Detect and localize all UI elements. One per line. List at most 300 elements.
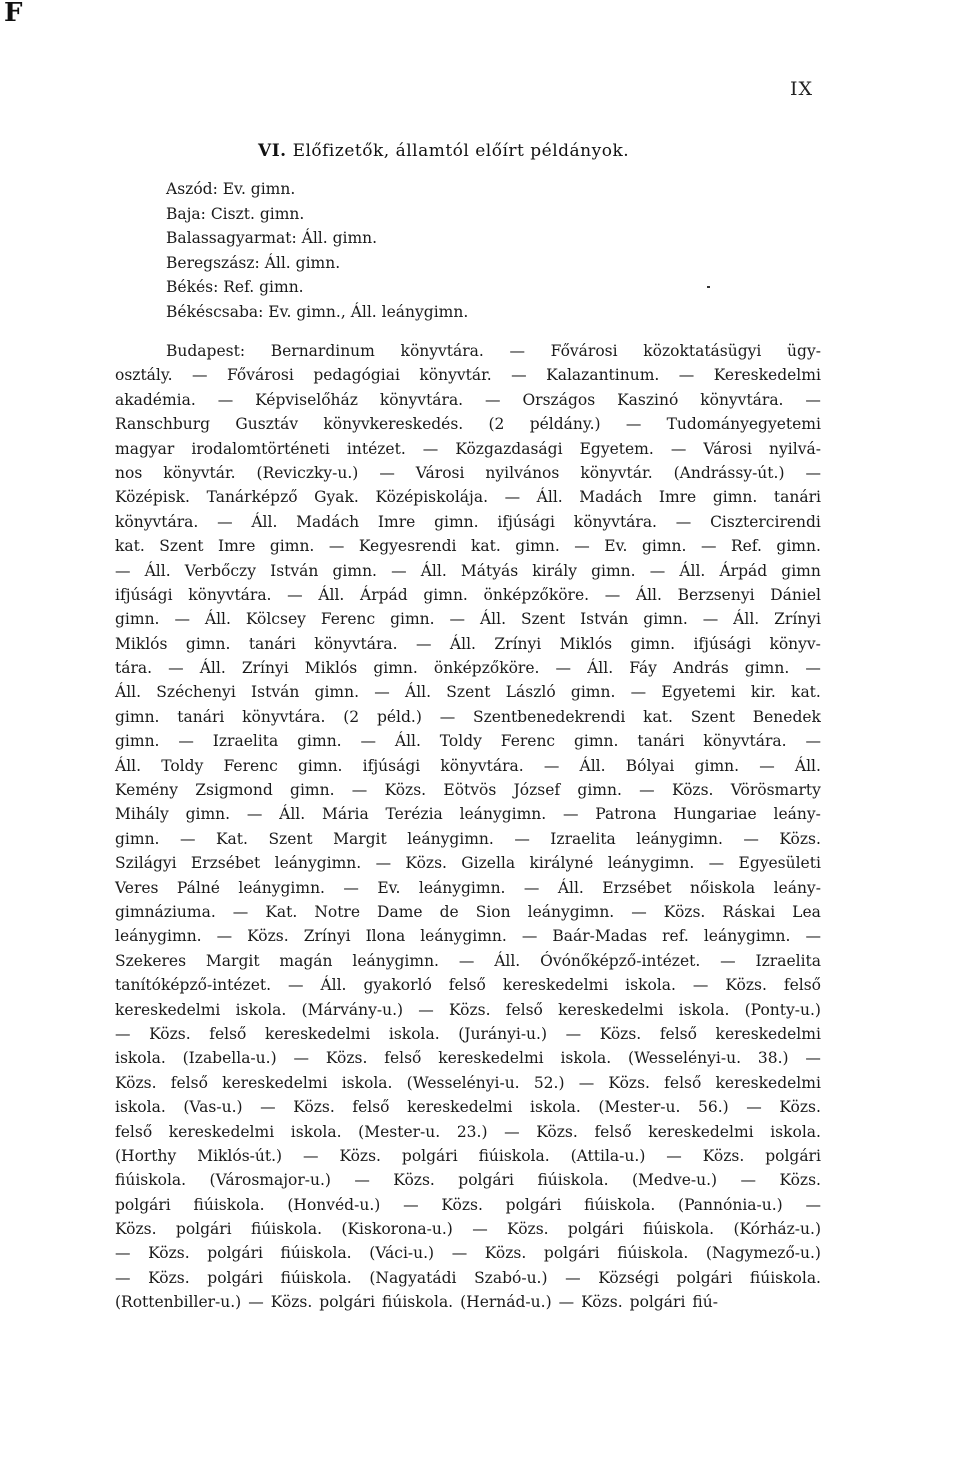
word: Egyetem. — [579, 439, 654, 458]
word: Izraelita — [755, 951, 821, 970]
word: (Pannónia-u.) — [678, 1195, 783, 1214]
word: fiúiskola. — [193, 1195, 265, 1214]
word: — — [458, 951, 475, 970]
word: — — [260, 1098, 276, 1117]
word: — — [649, 561, 666, 580]
word: könyvtár. — [163, 463, 236, 482]
word: (Wesselényi-u. — [628, 1049, 741, 1068]
word: kir. — [750, 683, 776, 702]
word: — — [191, 366, 208, 385]
word: — — [248, 1293, 264, 1312]
word: Közs. — [779, 829, 821, 848]
word: Áll. — [279, 805, 306, 824]
word: intézet. — [346, 439, 406, 458]
word: Áll. — [494, 951, 521, 970]
word: Szentbenedekrendi — [473, 707, 626, 726]
word: Árpád — [360, 585, 408, 604]
word: polgári — [567, 1220, 624, 1239]
word: Ilona — [365, 927, 406, 946]
word: felső — [664, 1073, 702, 1092]
word: — — [631, 902, 647, 921]
word: önképzőköre. — [433, 659, 540, 678]
word: könyvtár. — [419, 366, 492, 385]
word: — — [805, 1049, 821, 1068]
word: — — [418, 1000, 434, 1019]
word: könyvtára. — [700, 390, 784, 409]
word: nyilvá- — [769, 439, 821, 458]
word: pedagógiai — [313, 366, 400, 385]
word: gimn. — [573, 732, 619, 751]
word: — — [115, 1244, 131, 1263]
word: kat. — [643, 707, 673, 726]
word: Baár-Madas — [552, 927, 648, 946]
word: Miklós — [304, 659, 358, 678]
word: József — [513, 781, 561, 800]
list-item: Balassagyarmat: Áll. gimn. — [166, 229, 378, 247]
word: felső — [594, 1122, 632, 1141]
word: Áll. — [587, 659, 614, 678]
word: Áll. — [557, 878, 584, 897]
word: Miklós — [559, 634, 613, 653]
word: Közs. — [293, 1098, 335, 1117]
text-line — [115, 388, 821, 412]
word: (Városmajor-u.) — [209, 1171, 331, 1190]
word: — — [343, 878, 359, 897]
word: Gyak. — [314, 488, 359, 507]
word: Áll. — [318, 585, 345, 604]
word: — — [555, 659, 572, 678]
word: — — [115, 561, 131, 580]
word: — — [354, 1171, 370, 1190]
word: polgári — [319, 1293, 376, 1312]
word: (Wesselényi-u. — [406, 1073, 520, 1092]
word: — — [293, 1049, 309, 1068]
word: Ranschburg — [115, 415, 211, 434]
word: önképzőköre. — [483, 585, 590, 604]
word: István — [251, 683, 300, 702]
word: — — [168, 659, 184, 678]
word: gimn. — [577, 781, 622, 800]
text-line — [115, 1241, 821, 1265]
word: tanári — [773, 488, 821, 507]
word: fiúiskola. — [617, 1244, 689, 1263]
text-line — [115, 1144, 821, 1168]
word: Madách — [579, 488, 643, 507]
word: Tanárképző — [206, 488, 298, 507]
word: Szabó-u.) — [474, 1268, 548, 1287]
list-item: Békéscsaba: Ev. gimn., Áll. leánygimn. — [166, 302, 469, 321]
word: polgári — [765, 1146, 821, 1165]
word: — — [743, 829, 759, 848]
text-line — [115, 1290, 821, 1314]
word: Kereskedelmi — [713, 366, 821, 385]
word: Városi — [703, 439, 753, 458]
word: polgári — [207, 1268, 264, 1287]
text-line — [115, 1046, 821, 1070]
word: felső — [448, 976, 486, 995]
word: — — [740, 1171, 757, 1190]
word: Berzsenyi — [677, 585, 755, 604]
word: — — [416, 634, 432, 653]
list-item: Beregszász: Áll. gimn. — [166, 253, 341, 272]
word: Ferenc — [500, 732, 556, 751]
word: leánygimn. — [703, 927, 791, 946]
word: Ref. — [730, 537, 762, 556]
word: kereskedelmi — [222, 1073, 328, 1092]
word: (Vas-u.) — [183, 1098, 243, 1117]
word: (Váci-u.) — [369, 1244, 435, 1263]
word: Áll. — [420, 561, 447, 580]
word: (2 — [343, 707, 360, 726]
word: leánygimn. — [115, 927, 202, 946]
word: — — [391, 561, 407, 580]
word: Patrona — [595, 805, 657, 824]
word: gimn. — [423, 585, 468, 604]
word: Toldy — [161, 756, 204, 775]
word: — — [630, 683, 647, 702]
word: — — [232, 902, 249, 921]
word: (Kiskorona-u.) — [341, 1220, 453, 1239]
text-line — [115, 1193, 821, 1217]
word: Közs. — [405, 854, 447, 873]
word: polgári — [175, 1220, 232, 1239]
word: Árpád — [719, 561, 768, 580]
word: Hungariae — [673, 805, 757, 824]
word: — — [115, 1024, 131, 1043]
word: (Andrássy-út.) — [673, 463, 785, 482]
word: Szekeres — [115, 951, 187, 970]
word: — — [287, 976, 304, 995]
word: Óvónőképző-intézet. — [540, 951, 701, 970]
text-line — [115, 656, 821, 680]
text-line — [115, 607, 821, 631]
word: — — [287, 585, 303, 604]
text-line — [115, 876, 821, 900]
word: Városi — [415, 463, 465, 482]
section-heading — [258, 141, 629, 161]
word: Áll. — [144, 561, 171, 580]
word: könyvtára. — [573, 512, 657, 531]
text-line — [115, 510, 821, 534]
word: fiúiskola. — [537, 1171, 609, 1190]
word: kereskedelmi — [648, 1122, 754, 1141]
word: — — [179, 829, 196, 848]
word: — — [563, 805, 579, 824]
text-line — [115, 1095, 821, 1119]
word: gimn. — [591, 561, 636, 580]
word: Cisztercirendi — [710, 512, 821, 531]
word: Közs. — [484, 1244, 527, 1263]
word: 23.) — [456, 1122, 488, 1141]
word: fiúiskola. — [280, 1244, 352, 1263]
word: gimn. — [332, 561, 377, 580]
word: gimn. — [185, 805, 231, 824]
word: ref. — [662, 927, 689, 946]
text-line — [115, 851, 821, 875]
word: Közgazdasági — [455, 439, 563, 458]
text-line — [115, 705, 821, 729]
word: Veres — [115, 878, 159, 897]
word: — — [521, 927, 538, 946]
word: polgári — [401, 1146, 458, 1165]
word: Szent — [268, 829, 313, 848]
text-line — [115, 1120, 821, 1144]
word: felső — [659, 1024, 697, 1043]
word: polgári — [676, 1268, 733, 1287]
word: Közs. — [270, 1293, 313, 1312]
word: kereskedelmi — [407, 1098, 513, 1117]
word: Zrínyi — [241, 659, 289, 678]
word: — — [360, 732, 376, 751]
word: — — [565, 1268, 581, 1287]
text-line — [115, 1168, 821, 1192]
word: Áll. — [449, 634, 476, 653]
stray-mark — [707, 286, 710, 288]
word: — — [374, 683, 390, 702]
word: leánygimn. — [407, 829, 494, 848]
text-line — [115, 583, 821, 607]
word: — — [217, 390, 234, 409]
word: Közs. — [384, 781, 427, 800]
word: Áll. — [204, 610, 231, 629]
word: leánygimn. — [420, 927, 507, 946]
word: (Jurányi-u.) — [458, 1024, 548, 1043]
word: Zsigmond — [195, 781, 273, 800]
word: fiúiskola. — [643, 1220, 715, 1239]
word: példány.) — [529, 415, 601, 434]
word: Ferenc — [223, 756, 278, 775]
word: Eötvös — [443, 781, 497, 800]
text-line — [115, 559, 821, 583]
word: István — [580, 610, 629, 629]
word: — — [720, 951, 736, 970]
page-number: IX — [790, 78, 814, 100]
word: Közs. — [581, 1293, 623, 1312]
word: iskola. — [678, 1000, 730, 1019]
word: — — [805, 463, 821, 482]
word: — — [174, 610, 190, 629]
word: (Ponty-u.) — [744, 1000, 821, 1019]
word: Áll. — [635, 585, 662, 604]
text-line — [115, 363, 821, 387]
section-title: Előfizetők, államtól előírt példányok. — [292, 141, 630, 161]
word: Áll. — [794, 756, 821, 775]
word: akadémia. — [115, 390, 196, 409]
list-item: Baja: Ciszt. gimn. — [166, 204, 305, 223]
word: — — [543, 756, 560, 775]
word: — — [639, 781, 655, 800]
word: felső — [384, 1049, 422, 1068]
word: Szent — [520, 610, 566, 629]
word: — — [504, 488, 521, 507]
word: — — [509, 342, 525, 360]
word: polgári — [543, 1244, 600, 1263]
word: kereskedelmi — [438, 1049, 544, 1068]
word: fiúiskola. — [280, 1268, 352, 1287]
word: kereskedelmi — [168, 1122, 275, 1141]
word: tanítóképző-intézet. — [115, 976, 272, 995]
word: könyv- — [769, 634, 821, 653]
word: — — [403, 1195, 419, 1214]
word: (Márvány-u.) — [301, 1000, 404, 1019]
word: Közs. — [393, 1171, 435, 1190]
word: kereskedelmi — [558, 1000, 664, 1019]
word: király — [532, 561, 577, 580]
word: — — [759, 756, 775, 775]
word: leánygimn. — [238, 878, 325, 897]
word: Erzsébet — [190, 854, 261, 873]
word: iskola. — [770, 1122, 821, 1141]
word: nyilvános — [485, 463, 560, 482]
word: fiúiskola. — [115, 1171, 187, 1190]
word: felső — [209, 1024, 247, 1043]
word: polgári — [207, 1244, 263, 1263]
word: 52.) — [533, 1073, 565, 1092]
word: ifjúsági — [362, 756, 421, 775]
word: kereskedelmi — [115, 1000, 221, 1019]
word: gimn. — [115, 829, 160, 848]
text-line — [115, 1217, 821, 1241]
word: Áll. — [394, 732, 421, 751]
word: Dame — [377, 902, 423, 921]
word: Imre — [377, 512, 416, 531]
word: Ev. — [377, 878, 401, 897]
word: polgári — [505, 1195, 562, 1214]
word: magán — [279, 951, 333, 970]
word: Zrínyi — [494, 634, 542, 653]
word: gimn. — [115, 610, 160, 629]
word: Közs. — [702, 1146, 745, 1165]
word: Közs. — [663, 902, 706, 921]
word: — — [504, 1122, 520, 1141]
text-line — [115, 1022, 821, 1046]
word: Margit — [205, 951, 260, 970]
word: fiúiskola. — [250, 1220, 323, 1239]
word: kat. — [470, 537, 501, 556]
word: gimn. — [115, 707, 160, 726]
word: Benedek — [752, 707, 821, 726]
word: Kat. — [265, 902, 298, 921]
word: Közs. — [441, 1195, 483, 1214]
word: Verbőczy — [184, 561, 256, 580]
word: leánygimn. — [527, 902, 615, 921]
word: — — [485, 390, 501, 409]
word: Közs. — [448, 1000, 491, 1019]
word: — — [351, 781, 368, 800]
word: Madách — [296, 512, 360, 531]
word: könyvkereskedés. — [323, 415, 464, 434]
word: kereskedelmi — [715, 1024, 821, 1043]
short-entries-list — [166, 177, 468, 324]
word: gimn. — [630, 634, 676, 653]
word: ifjúsági — [497, 512, 555, 531]
word: gimn. — [373, 659, 418, 678]
word: Áll. — [115, 683, 142, 702]
word: Terézia — [385, 805, 443, 824]
word: 56.) — [697, 1098, 729, 1117]
word: — — [805, 927, 821, 946]
word: — — [439, 707, 456, 726]
word: Községi — [598, 1268, 659, 1287]
word: Margit — [333, 829, 387, 848]
word: László — [505, 683, 556, 702]
word: könyvtára. — [400, 342, 484, 360]
word: (Attila-u.) — [570, 1146, 646, 1165]
word: — — [574, 537, 590, 556]
word: — — [328, 537, 345, 556]
word: ügy- — [787, 342, 821, 360]
word: Széchenyi — [156, 683, 236, 702]
word: Közs. — [599, 1024, 642, 1043]
word: Közs. — [671, 781, 714, 800]
word: polgári — [458, 1171, 515, 1190]
word: (Izabella-u.) — [182, 1049, 277, 1068]
word: gimn. — [570, 683, 616, 702]
word: Bernardinum — [270, 342, 375, 360]
word: polgári — [115, 1195, 171, 1214]
word: felső — [170, 1073, 208, 1092]
word: Mihály — [115, 805, 169, 824]
word: iskola. — [290, 1122, 342, 1141]
word: gimn. — [434, 512, 479, 531]
text-line — [115, 485, 821, 509]
word: felső — [783, 976, 821, 995]
word: Pálné — [176, 878, 220, 897]
word: — — [746, 1098, 762, 1117]
word: Zrínyi — [303, 927, 351, 946]
word: iskola. — [625, 976, 676, 995]
word: Közs. — [149, 1024, 191, 1043]
word: kereskedelmi — [502, 976, 609, 995]
word: Notre — [314, 902, 361, 921]
word: Közs. — [325, 1049, 368, 1068]
word: Budapest: — [166, 342, 246, 360]
word: Áll. — [679, 561, 706, 580]
word: — — [708, 854, 725, 873]
word: Miklós — [115, 634, 168, 653]
word: Közs. — [779, 1171, 821, 1190]
word: Közs. — [608, 1073, 650, 1092]
word: — — [217, 512, 233, 531]
word: Áll. — [115, 756, 142, 775]
word: fiúiskola. — [382, 1293, 454, 1312]
word: — — [115, 1268, 131, 1287]
word: ifjúsági — [115, 585, 173, 604]
word: Szent — [690, 707, 735, 726]
word: Szent — [159, 537, 204, 556]
word: (Kórház-u.) — [733, 1220, 821, 1239]
word: Kaszinó — [617, 390, 679, 409]
word: Közs. — [148, 1244, 190, 1263]
word: ifjúsági — [693, 634, 752, 653]
word: Lea — [792, 902, 821, 921]
word: — — [700, 537, 717, 556]
word: Szilágyi — [115, 854, 177, 873]
word: — — [422, 439, 439, 458]
word: polgári — [629, 1293, 686, 1312]
word: — — [375, 854, 392, 873]
word: felső — [505, 1000, 543, 1019]
text-line — [115, 1266, 821, 1290]
section-number: VI. — [258, 141, 287, 161]
word: Közs. — [725, 976, 767, 995]
text-line — [115, 998, 821, 1022]
word: gimn. — [643, 610, 688, 629]
word: kat. — [115, 537, 145, 556]
word: Egyetemi — [661, 683, 736, 702]
word: Közs. — [247, 927, 289, 946]
word: (Nagyatádi — [369, 1268, 457, 1287]
